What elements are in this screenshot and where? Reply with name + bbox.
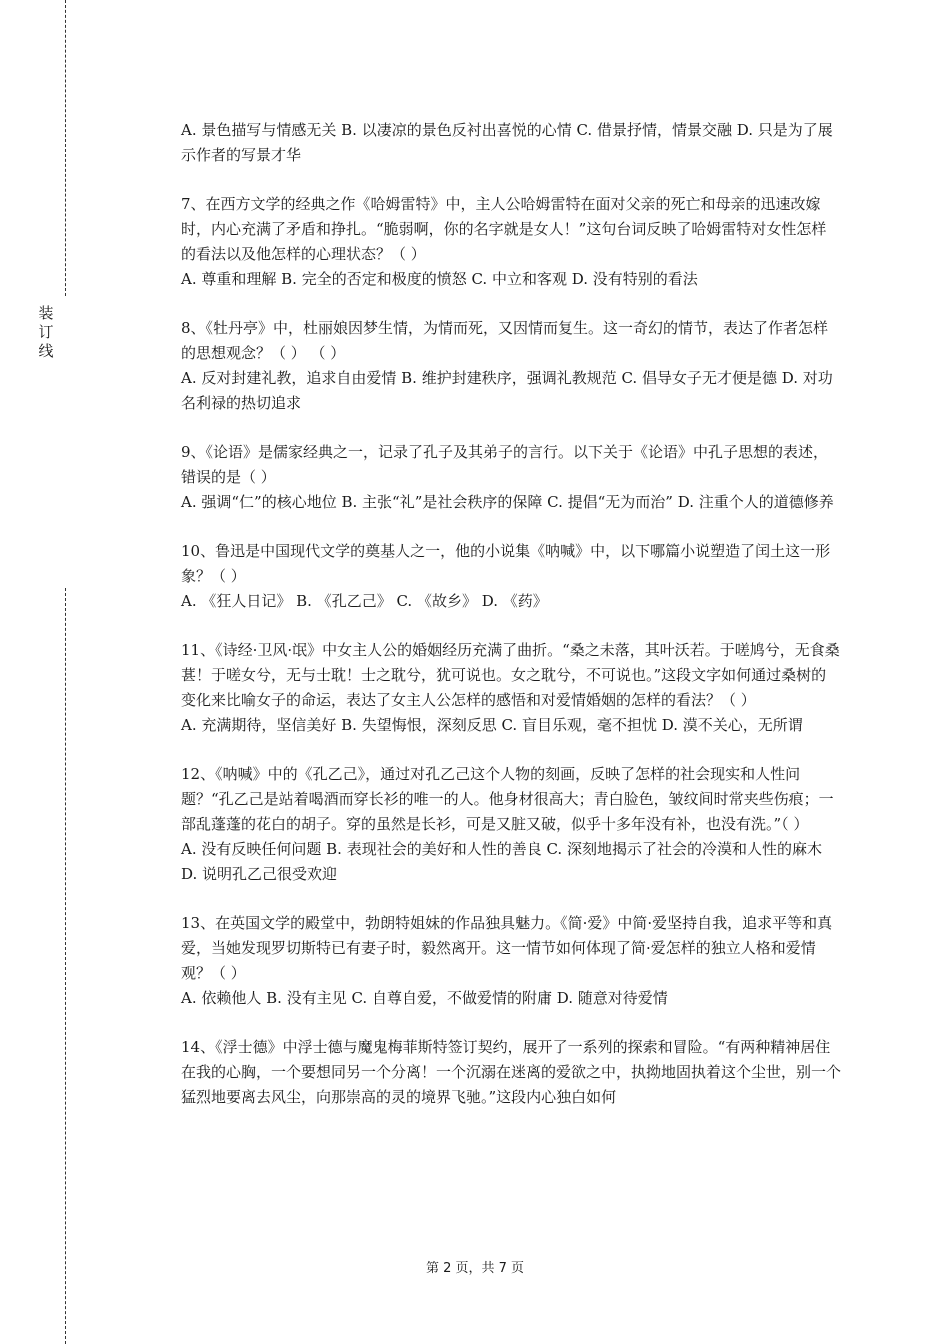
question-stem: 10、鲁迅是中国现代文学的奠基人之一，他的小说集《呐喊》中，以下哪篇小说塑造了闰土这一形象？（ ） (181, 542, 831, 585)
question-stem: 8、《牡丹亭》中，杜丽娘因梦生情，为情而死，又因情而复生。这一奇幻的情节，表达了作者怎样的思想观念？（ ） （ ） (181, 319, 829, 362)
question-stem: 9、《论语》是儒家经典之一，记录了孔子及其弟子的言行。以下关于《论语》中孔子思想的表述，错误的是（ ） (181, 443, 829, 486)
question-block (181, 118, 841, 168)
question-stem: 14、《浮士德》中浮士德与魔鬼梅菲斯特签订契约，展开了一系列的探索和冒险。“有两种精神居住在我的心胸，一个要想同另一个分离！一个沉溺在迷离的爱欲之中，执拗地固执着这个尘世，别一个猛烈地要离去风尘，向那崇高的灵的境界飞驰。”这段内心独白如何 (181, 1038, 842, 1106)
binding-label-char: 装 (38, 304, 54, 322)
question-options: A. 景色描写与情感无关 B. 以凄凉的景色反衬出喜悦的心情 C. 借景抒情，情景交融 D. 只是为了展示作者的写景才华 (181, 121, 833, 164)
question-options: A. 反对封建礼教，追求自由爱情 B. 维护封建秩序，强调礼教规范 C. 倡导女子无才便是德 D. 对功名利禄的热切追求 (181, 369, 833, 412)
question-block (181, 1035, 841, 1110)
question-options: A. 《狂人日记》 B. 《孔乙己》 C. 《故乡》 D. 《药》 (181, 592, 548, 610)
question-options: A. 没有反映任何问题 B. 表现社会的美好和人性的善良 C. 深刻地揭示了社会的冷漠和人性的麻木 D. 说明孔乙己很受欢迎 (181, 840, 822, 883)
binding-label-char: 订 (38, 323, 54, 341)
question-list (181, 118, 841, 1134)
question-options: A. 依赖他人 B. 没有主见 C. 自尊自爱，不做爱情的附庸 D. 随意对待爱情 (181, 989, 668, 1007)
question-options: A. 尊重和理解 B. 完全的否定和极度的愤怒 C. 中立和客观 D. 没有特别的看法 (181, 270, 698, 288)
question-options: A. 充满期待，坚信美好 B. 失望悔恨，深刻反思 C. 盲目乐观，毫不担忧 D. 漠不关心，无所谓 (181, 716, 803, 734)
page-number: 第 2 页，共 7 页 (425, 1261, 525, 1276)
binding-dashed-line-top (65, 0, 66, 296)
question-block (181, 539, 841, 614)
question-block (181, 192, 841, 292)
binding-label (36, 304, 56, 361)
question-stem: 12、《呐喊》中的《孔乙己》，通过对孔乙己这个人物的刻画，反映了怎样的社会现实和人性问题？“孔乙己是站着喝酒而穿长衫的唯一的人。他身材很高大；青白脸色，皱纹间时常夹些伤痕；一部乱蓬蓬的花白的胡子。穿的虽然是长衫，可是又脏又破，似乎十多年没有补，也没有洗。”（ ） (181, 765, 834, 833)
question-block (181, 638, 841, 738)
question-block (181, 762, 841, 887)
binding-dashed-line-bottom (65, 588, 66, 1344)
question-block (181, 440, 841, 515)
question-stem: 13、在英国文学的殿堂中，勃朗特姐妹的作品独具魅力。《简·爱》中简·爱坚持自我，追求平等和真爱，当她发现罗切斯特已有妻子时，毅然离开。这一情节如何体现了简·爱怎样的独立人格和爱情观？（ ） (181, 914, 833, 982)
question-block (181, 911, 841, 1011)
question-stem: 11、《诗经·卫风·氓》中女主人公的婚姻经历充满了曲折。“桑之未落，其叶沃若。于嗟鸠兮，无食桑葚！于嗟女兮，无与士耽！士之耽兮，犹可说也。女之耽兮，不可说也。”这段文字如何通过桑树的变化来比喻女子的命运，表达了女主人公怎样的感悟和对爱情婚姻的怎样的看法？（ ） (181, 641, 840, 709)
question-options: A. 强调“仁”的核心地位 B. 主张“礼”是社会秩序的保障 C. 提倡“无为而治” D. 注重个人的道德修养 (181, 493, 834, 511)
binding-label-char: 线 (38, 342, 54, 360)
question-block (181, 316, 841, 416)
question-stem: 7、在西方文学的经典之作《哈姆雷特》中，主人公哈姆雷特在面对父亲的死亡和母亲的迅速改嫁时，内心充满了矛盾和挣扎。“脆弱啊，你的名字就是女人！”这句台词反映了哈姆雷特对女性怎样的看法以及他怎样的心理状态？（ ） (181, 195, 827, 263)
